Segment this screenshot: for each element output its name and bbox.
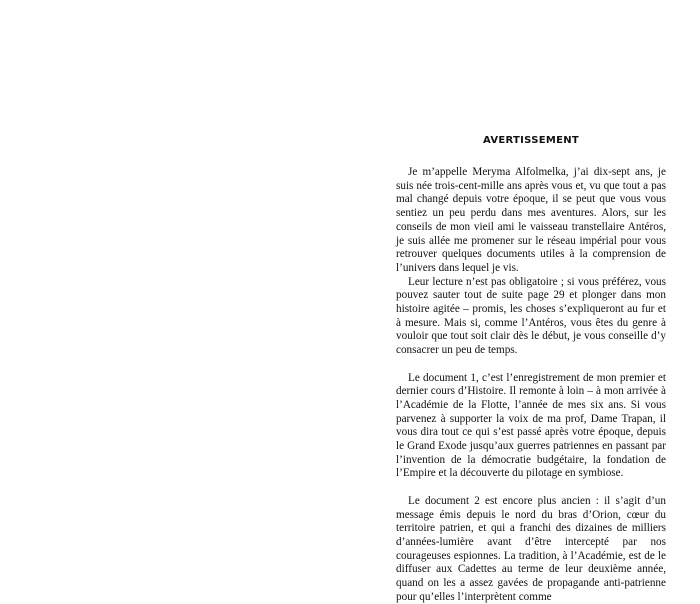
paragraph: Je m’appelle Meryma Alfolmelka, j’ai dix-sept ans, je suis née trois-cent-mille ans après vous et, vu que tout a pas mal changé depuis votre époque, il se peut que vous vous sentiez un peu perdu dans mes aventures. Alors, sur les conseils de mon vieil ami le vaisseau transtellaire Antéros, je suis allée me promener sur le réseau impérial pour vous retrouver quelques documents utiles à la comprension de l’univers dans lequel je vis. (396, 166, 666, 274)
paragraph: Leur lecture n’est pas obligatoire ; si vous préférez, vous pouvez sauter tout de suite page 29 et plonger dans mon histoire agitée – promis, les choses s’expliqueront au fur et à mesure. Mais si, comme l’Antéros, vous êtes du genre à vouloir que tout soit clair dès le début, je vous conseille d’y consacrer un peu de temps. (396, 275, 666, 357)
page-title: AVERTISSEMENT (482, 135, 580, 146)
paragraph: Le document 1, c’est l’enregistrement de mon premier et dernier cours d’Histoire. Il remonte à loin – à mon arrivée à l’Académie de la Flotte, l’année de mes six ans. Si vous parvenez à supporter la voix de ma prof, Dame Trapan, il vous dira tout ce qui s’est passé après votre époque, depuis le Grand Exode jusqu’aux guerres patriennes en passant par l’invention de la démocratie budgétaire, la fondation de l’Empire et la découverte du pilotage en symbiose. (396, 371, 666, 480)
body-text (396, 166, 666, 604)
paragraph: Le document 2 est encore plus ancien : il s’agit d’un message émis depuis le nord du bras d’Orion, cœur du territoire patrien, et qui a franchi des dizaines de milliers d’années-lumière avant d’être intercepté par nos courageuses espionnes. La tradition, à l’Académie, est de le diffuser aux Cadettes au terme de leur deuxième année, quand on les a assez gavées de propagande anti-patrienne pour qu’elles l’interprètent comme (396, 494, 666, 603)
